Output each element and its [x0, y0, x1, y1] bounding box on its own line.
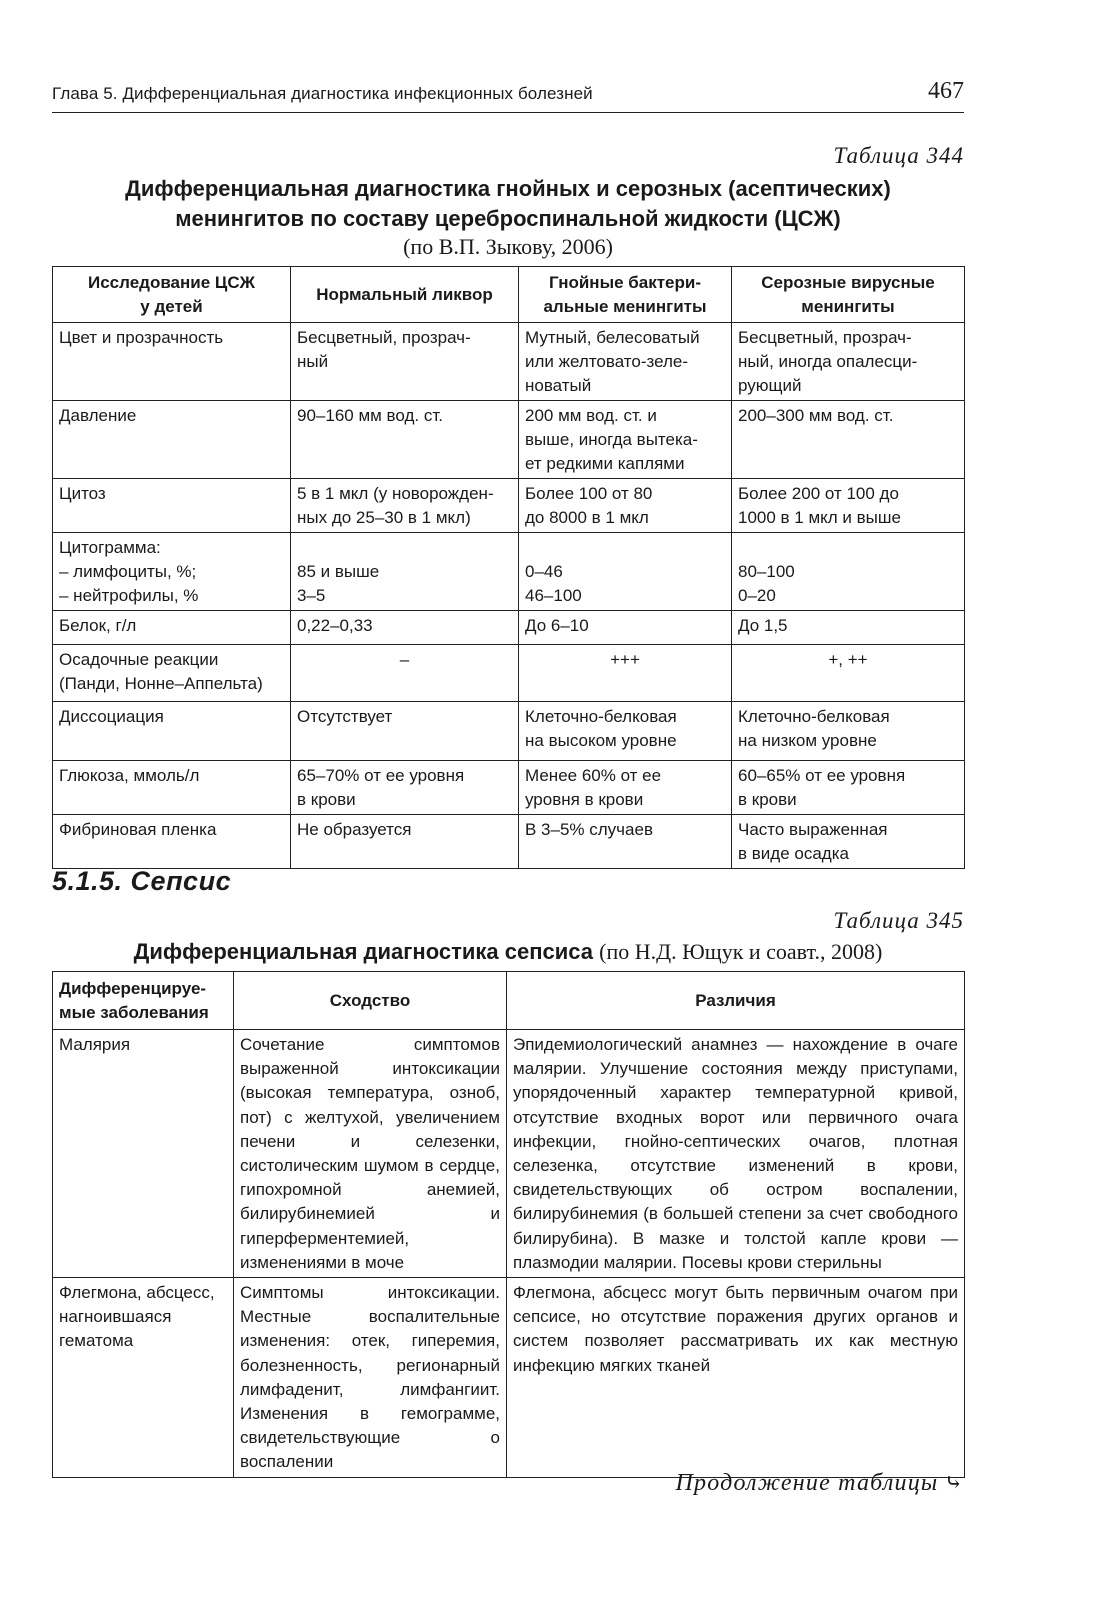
- table-cell: Клеточно-белковая на низком уровне: [732, 702, 965, 761]
- table-cell: Более 200 от 100 до 1000 в 1 мкл и выше: [732, 479, 965, 533]
- table-cell: Часто выраженная в виде осадка: [732, 815, 965, 869]
- table-row: [53, 611, 965, 645]
- table-344-title-line2: менингитов по составу цереброспинальной жидкости (ЦСЖ): [175, 206, 841, 231]
- table-344-title-line1: Дифференциальная диагностика гнойных и серозных (асептических): [125, 176, 891, 201]
- table-cell: Давление: [53, 401, 291, 479]
- table-header-row: [53, 267, 965, 323]
- table-345-title-bold: Дифференциальная диагностика сепсиса: [133, 939, 594, 964]
- table-cell: 5 в 1 мкл (у новорожден- ных до 25–30 в 1 мкл): [291, 479, 519, 533]
- table-cell: Менее 60% от ее уровня в крови: [519, 761, 732, 815]
- table-cell: В 3–5% случаев: [519, 815, 732, 869]
- table-cell: Цвет и прозрачность: [53, 323, 291, 401]
- table-header-row: [53, 972, 965, 1030]
- header-cell: Дифференцируе- мые заболевания: [53, 972, 234, 1030]
- table-row: [53, 323, 965, 401]
- table-cell: Эпидемиологический анамнез — нахождение в очаге малярии. Улучшение состояния между приступами, упорядоченный характер температурной кривой, отсутствие входных ворот или первичного очага инфекции, гнойно-септических очагов, плотная селезенка, отсутствие изменений в крови, свидетельствующих об остром воспалении, билирубинемия (в большей степени за счет свободного билирубина). В мазке и толстой капле крови — плазмодии малярии. Посевы крови стерильны: [507, 1030, 965, 1278]
- table-cell: До 1,5: [732, 611, 965, 645]
- table-344-source: (по В.П. Зыкову, 2006): [403, 234, 613, 259]
- chapter-title: Глава 5. Дифференциальная диагностика инфекционных болезней: [52, 84, 593, 103]
- table-cell: Не образуется: [291, 815, 519, 869]
- continuation-label: Продолжение таблицы: [675, 1470, 939, 1496]
- table-cell: Более 100 от 80 до 8000 в 1 мкл: [519, 479, 732, 533]
- table-cell: +++: [519, 645, 732, 702]
- table-cell: Симптомы интоксикации. Местные воспалительные изменения: отек, гиперемия, болезненность, регионарный лимфаденит, лимфангиит. Изменения в гемограмме, свидетельствующие о воспалении: [234, 1278, 507, 1478]
- header-cell: Серозные вирусные менингиты: [732, 267, 965, 323]
- table-cell: Глюкоза, ммоль/л: [53, 761, 291, 815]
- table-cell: Диссоциация: [53, 702, 291, 761]
- table-cell: 200 мм вод. ст. и выше, иногда вытека- ет редкими каплями: [519, 401, 732, 479]
- table-cell: 60–65% от ее уровня в крови: [732, 761, 965, 815]
- sepsis-differential-table: [52, 971, 965, 1478]
- table-cell: 0–46 46–100: [519, 533, 732, 611]
- table-cell: 90–160 мм вод. ст.: [291, 401, 519, 479]
- table-row: [53, 533, 965, 611]
- table-345-title: [52, 937, 964, 967]
- table-row: [53, 761, 965, 815]
- table-cell: –: [291, 645, 519, 702]
- table-cell: Флегмона, абсцесс могут быть первичным очагом при сепсисе, но отсутствие поражения других органов и систем позволяет рассматривать их как местную инфекцию мягких тканей: [507, 1278, 965, 1478]
- table-cell: 65–70% от ее уровня в крови: [291, 761, 519, 815]
- table-cell: 0,22–0,33: [291, 611, 519, 645]
- header-cell: Сходство: [234, 972, 507, 1030]
- table-row: [53, 401, 965, 479]
- table-cell: 200–300 мм вод. ст.: [732, 401, 965, 479]
- table-continuation: [676, 1470, 965, 1497]
- section-heading: 5.1.5. Сепсис: [52, 866, 232, 896]
- table-cell: Мутный, белесоватый или желтовато-зеле- новатый: [519, 323, 732, 401]
- table-row: [53, 1278, 965, 1478]
- page-number: 467: [928, 78, 964, 104]
- table-cell: Клеточно-белковая на высоком уровне: [519, 702, 732, 761]
- table-345-label: Таблица 345: [833, 908, 964, 933]
- table-row: [53, 479, 965, 533]
- csf-comparison-table: [52, 266, 965, 869]
- table-cell: До 6–10: [519, 611, 732, 645]
- header-cell: Нормальный ликвор: [291, 267, 519, 323]
- table-cell: Бесцветный, прозрач- ный: [291, 323, 519, 401]
- table-row: [53, 702, 965, 761]
- table-344-label: Таблица 344: [833, 143, 964, 168]
- table-cell: Флегмона, абсцесс, нагноившаяся гематома: [53, 1278, 234, 1478]
- table-cell: 80–100 0–20: [732, 533, 965, 611]
- table-cell: 85 и выше 3–5: [291, 533, 519, 611]
- table-cell: Сочетание симптомов выраженной интоксикации (высокая температура, озноб, пот) с желтухой, увеличением печени и селезенки, систолическим шумом в сердце, гипохромной анемией, билирубинемией и гиперферментемией, изменениями в моче: [234, 1030, 507, 1278]
- table-row: [53, 815, 965, 869]
- table-cell: Отсутствует: [291, 702, 519, 761]
- table-cell: Бесцветный, прозрач- ный, иногда опалесци- рующий: [732, 323, 965, 401]
- table-cell: Белок, г/л: [53, 611, 291, 645]
- turn-down-right-arrow-icon: ⤷: [944, 1470, 964, 1495]
- table-cell: +, ++: [732, 645, 965, 702]
- table-row: [53, 1030, 965, 1278]
- table-cell: Фибриновая пленка: [53, 815, 291, 869]
- table-cell: Цитограмма: – лимфоциты, %; – нейтрофилы, %: [53, 533, 291, 611]
- table-cell: Малярия: [53, 1030, 234, 1278]
- header-cell: Исследование ЦСЖ у детей: [53, 267, 291, 323]
- running-head: [52, 78, 964, 113]
- header-cell: Гнойные бактери- альные менингиты: [519, 267, 732, 323]
- table-row: [53, 645, 965, 702]
- header-cell: Различия: [507, 972, 965, 1030]
- table-345-title-source: (по Н.Д. Ющук и соавт., 2008): [599, 939, 883, 964]
- table-cell: Осадочные реакции (Панди, Нонне–Аппельта): [53, 645, 291, 702]
- table-cell: Цитоз: [53, 479, 291, 533]
